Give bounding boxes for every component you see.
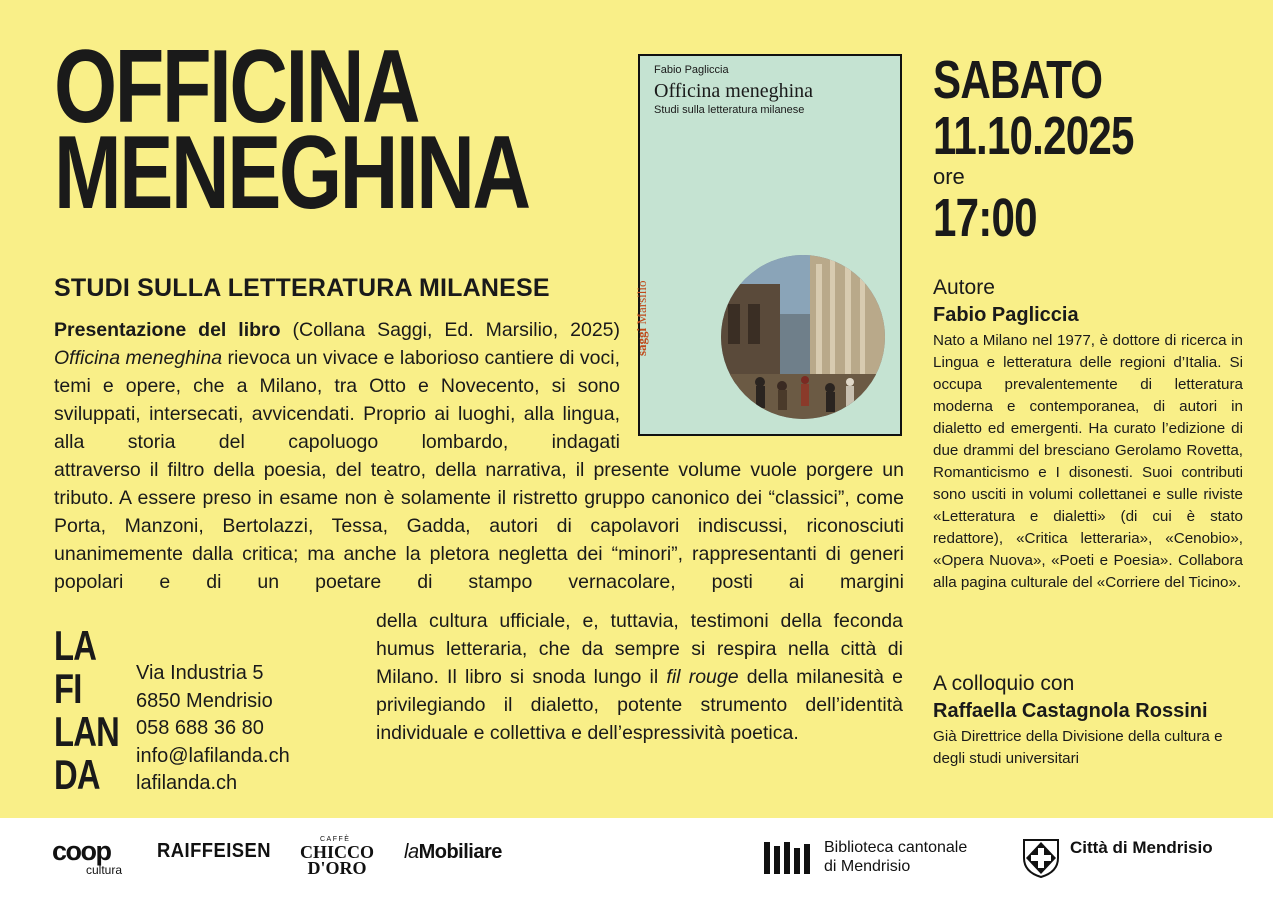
venue-address: Via Industria 5 xyxy=(136,662,264,684)
event-time-label: ore xyxy=(933,164,965,189)
presentation-paragraph-2: attraverso il filtro della poesia, del teatro, della narrativa, il presente volume vuole porgere un tributo. A essere preso in esame non è solamente il ristretto gruppo canonico dei “classici”, come Porta, Manzoni, Bertolazzi, Tessa, Gadda, autori di capolavori indiscussi, riconosciuti unanimemente dalla critica; ma anche la pletora negletta dei “minori”, rappresentanti di generi popolari e di un poetare di stampo vernacolare, posti ai margini xyxy=(54,459,904,593)
book-cover-subtitle: Studi sulla letteratura milanese xyxy=(654,104,805,116)
presentation-label: Presentazione del libro xyxy=(54,319,281,341)
la-filanda-logo xyxy=(54,624,119,796)
presentation-book-title: Officina meneghina xyxy=(54,347,223,369)
mendrisio-crest-icon xyxy=(1022,838,1060,878)
book-cover-series xyxy=(634,281,650,356)
venue-email[interactable]: info@lafilanda.ch xyxy=(136,744,290,767)
event-subtitle: STUDI SULLA LETTERATURA MILANESE xyxy=(54,274,550,302)
event-title-line-1: OFFICINA xyxy=(54,29,419,145)
book-cover-series-label: saggi xyxy=(634,327,649,356)
presentation-fil-rouge: fil rouge xyxy=(666,666,739,688)
biblioteca-icon xyxy=(764,840,816,874)
book-cover-author: Fabio Pagliccia xyxy=(654,64,729,76)
logo-line: LAN xyxy=(54,708,119,755)
chicco-doro-line-2: D'ORO xyxy=(307,858,367,878)
biblioteca-line-1: Biblioteca cantonale xyxy=(824,839,968,856)
logo-line: FI xyxy=(54,665,82,712)
presentation-paragraph-1 xyxy=(54,316,620,456)
venue-website[interactable]: lafilanda.ch xyxy=(136,772,238,794)
author-name: Fabio Pagliccia xyxy=(933,304,1079,326)
book-cover-publisher: Marsilio xyxy=(634,280,649,325)
event-title-line-2: MENEGHINA xyxy=(54,115,529,231)
biblioteca-line-2: di Mendrisio xyxy=(824,858,911,875)
event-weekday: SABATO xyxy=(933,50,1103,110)
presentation-series: (Collana Saggi, Ed. Marsilio, 2025) xyxy=(292,319,620,341)
book-cover-title: Officina meneghina xyxy=(654,80,814,102)
conversation-name: Raffaella Castagnola Rossini xyxy=(933,700,1208,722)
coop-cultura-label: cultura xyxy=(86,863,123,877)
mobiliare-word: Mobiliare xyxy=(418,841,502,863)
event-time: 17:00 xyxy=(933,188,1037,248)
biblioteca-logo xyxy=(824,838,967,876)
book-cover-painting xyxy=(720,254,886,420)
venue-phone[interactable]: 058 688 36 80 xyxy=(136,717,264,739)
citta-mendrisio-logo: Città di Mendrisio xyxy=(1070,838,1213,857)
presentation-text-1: rievoca un vivace e laborioso cantiere di voci, temi e opere, che a Milano, tra Otto e Novecento, si sono sviluppati, intersecati, avvicendati. Proprio ai luoghi, alla lingua, alla storia del capoluogo lombardo, indagati xyxy=(54,347,620,453)
chicco-doro-caffe-label: CAFFÈ xyxy=(320,836,351,843)
coop-logo: coop xyxy=(52,836,111,866)
raiffeisen-logo: RAIFFEISEN xyxy=(157,840,271,862)
logo-line: DA xyxy=(54,751,100,798)
chicco-doro-logo xyxy=(297,844,377,876)
chicco-doro-line-1: CHICCO xyxy=(299,842,374,862)
mobiliare-la: la xyxy=(404,841,419,863)
conversation-role: Già Direttrice della Divisione della cultura e degli studi universitari xyxy=(933,728,1223,767)
sponsor-footer xyxy=(0,818,1273,899)
event-date: 11.10.2025 xyxy=(933,106,1134,166)
event-title xyxy=(54,29,529,231)
book-cover xyxy=(634,54,902,436)
venue-contacts xyxy=(136,660,290,798)
conversation-label: A colloquio con xyxy=(933,672,1075,695)
presentation-text-3a: della cultura ufficiale, e, tuttavia, testimoni della feconda humus letteraria, che da sempre si respira nella città di Milano. Il libro si snoda lungo il xyxy=(376,610,903,688)
author-bio: Nato a Milano nel 1977, è dottore di ricerca in Lingua e letteratura delle regioni d’Italia. Si occupa prevalentemente di letteratura moderna e contemporanea, di autori in dialetto ed emergenti. Ha curato l’edizione di due drammi del bresciano Gerolamo Rovetta, Romanticismo e I disonesti. Suoi contributi sono usciti in volumi collettanei e sulle riviste «Letteratura e dialetti» (di cui è stato redattore), «Critica letteraria», «Cenobio», «Opera Nuova», «Poeti e Poesia». Collabora alla pagina culturale del «Corriere del Ticino». xyxy=(933,332,1243,591)
presentation-paragraph-3 xyxy=(376,607,903,747)
venue-city: 6850 Mendrisio xyxy=(136,689,273,712)
presentation-text-3b: della milanesità e privilegiando il dialetto, potente strumento dell’identità individuale e collettiva e dell’espressività poetica. xyxy=(376,666,904,744)
mobiliare-logo xyxy=(404,841,502,864)
event-date-block xyxy=(933,52,1190,246)
author-label: Autore xyxy=(933,276,995,299)
logo-line: LA xyxy=(54,622,97,669)
